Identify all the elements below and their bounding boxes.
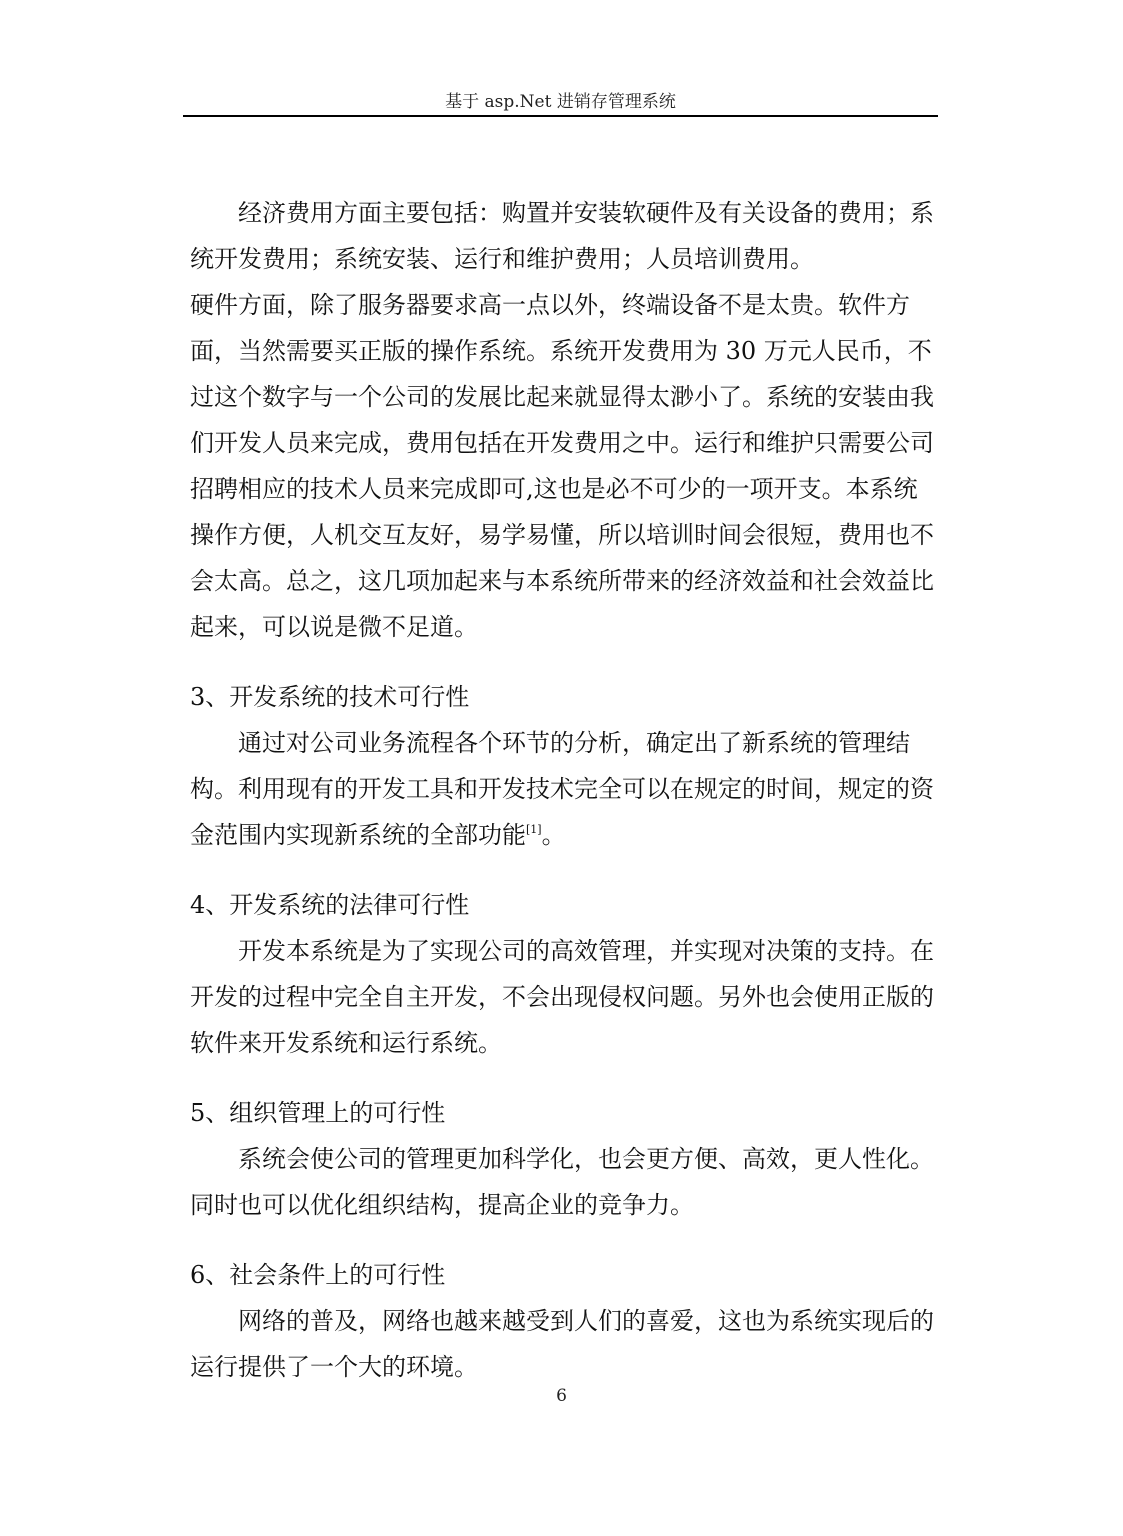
section-gap [190,1066,938,1090]
section-gap [190,858,938,882]
section-gap [190,650,938,674]
section-heading-organizational: 5、组织管理上的可行性 [190,1099,446,1127]
page-number: 6 [556,1386,567,1406]
technical-paragraph [190,720,938,858]
header-rule [183,115,938,117]
technical-text: 通过对公司业务流程各个环节的分析，确定出了新系统的管理结构。利用现有的开发工具和开发技术完全可以在规定的时间，规定的资金范围内实现新系统的全部功能 [190,729,934,849]
social-paragraph: 网络的普及，网络也越来越受到人们的喜爱，这也为系统实现后的运行提供了一个大的环境。 [190,1307,934,1381]
citation-marker: [1] [526,823,542,836]
legal-paragraph: 开发本系统是为了实现公司的高效管理，并实现对决策的支持。在开发的过程中完全自主开发，不会出现侵权问题。另外也会使用正版的软件来开发系统和运行系统。 [190,937,934,1057]
section-gap [190,1228,938,1252]
section-heading-legal: 4、开发系统的法律可行性 [190,891,470,919]
section-heading-technical: 3、开发系统的技术可行性 [190,683,470,711]
running-header: 基于 asp.Net 进销存管理系统 [445,92,676,112]
page-body [190,190,938,1390]
economic-paragraph-2: 硬件方面，除了服务器要求高一点以外，终端设备不是太贵。软件方面，当然需要买正版的操作系统。系统开发费用为 30 万元人民币，不过这个数字与一个公司的发展比起来就显得太渺小了。系统的安装由我们开发人员来完成，费用包括在开发费用之中。运行和维护只需要公司招聘相应的技术人员来完成即可,这也是必不可少的一项开支。本系统操作方便，人机交互友好，易学易懂，所以培训时间会很短，费用也不会太高。总之，这几项加起来与本系统所带来的经济效益和社会效益比起来，可以说是微不足道。 [190,291,934,641]
economic-paragraph-1: 经济费用方面主要包括：购置并安装软硬件及有关设备的费用；系统开发费用；系统安装、运行和维护费用；人员培训费用。 [190,199,934,273]
technical-end: 。 [541,821,566,849]
section-heading-social: 6、社会条件上的可行性 [190,1261,446,1289]
organizational-paragraph: 系统会使公司的管理更加科学化，也会更方便、高效，更人性化。同时也可以优化组织结构，提高企业的竞争力。 [190,1145,934,1219]
